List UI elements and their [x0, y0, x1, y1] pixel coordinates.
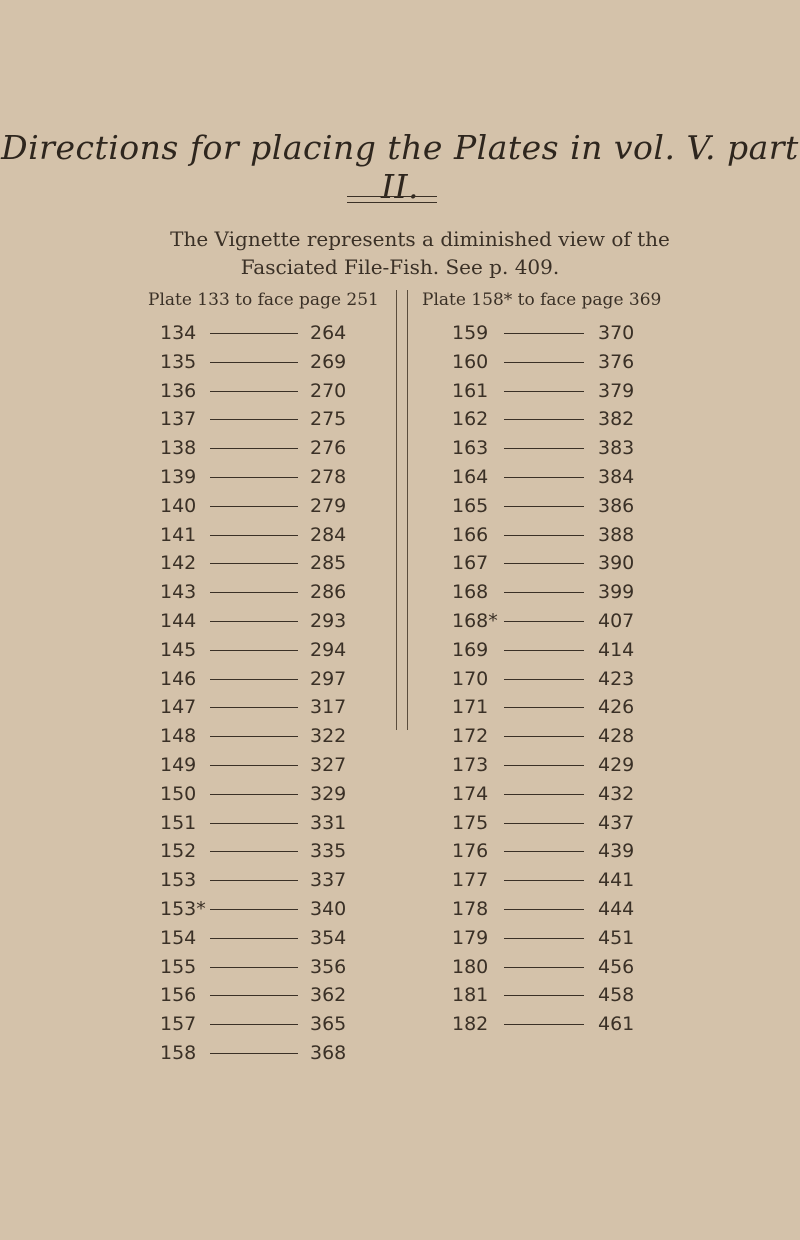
page-number: 275: [310, 408, 347, 431]
plate-row: [452, 923, 692, 952]
plate-row: [160, 923, 400, 952]
leader-dash: [504, 909, 584, 910]
page-number: 322: [310, 725, 347, 748]
plate-number: 162: [452, 408, 489, 431]
plate-number: 149: [160, 753, 197, 776]
page-number: 388: [598, 523, 635, 546]
plate-row: [452, 433, 692, 462]
plate-number: 146: [160, 667, 197, 690]
leader-dash: [210, 419, 298, 420]
leader-dash: [210, 851, 298, 852]
plate-row: [160, 721, 400, 750]
page-number: 399: [598, 581, 635, 604]
plate-row: [452, 520, 692, 549]
leader-dash: [504, 333, 584, 334]
plate-row: [160, 894, 400, 923]
plate-number: 137: [160, 408, 197, 431]
leader-dash: [210, 995, 298, 996]
plate-number: 153: [160, 869, 197, 892]
title-rule-divider: [347, 196, 437, 203]
leader-dash: [504, 506, 584, 507]
plate-row: [452, 462, 692, 491]
plate-row: [160, 462, 400, 491]
plate-row: [160, 347, 400, 376]
leader-dash: [210, 563, 298, 564]
page-number: 456: [598, 955, 635, 978]
leader-dash: [504, 995, 584, 996]
page-number: 386: [598, 494, 635, 517]
plate-row: [452, 865, 692, 894]
page-number: 376: [598, 350, 635, 373]
page-number: 390: [598, 552, 635, 575]
page-number: 429: [598, 753, 635, 776]
plate-number: 140: [160, 494, 197, 517]
leader-dash: [504, 650, 584, 651]
page-number: 382: [598, 408, 635, 431]
plate-number: 173: [452, 753, 489, 776]
plate-row: [160, 865, 400, 894]
page-number: 284: [310, 523, 347, 546]
leader-dash: [504, 535, 584, 536]
leader-dash: [504, 851, 584, 852]
page-number: 370: [598, 322, 635, 344]
plate-number: 135: [160, 350, 197, 373]
leader-dash: [210, 391, 298, 392]
leader-dash: [210, 765, 298, 766]
plate-row: [452, 721, 692, 750]
plate-number: 155: [160, 955, 197, 978]
leader-dash: [210, 679, 298, 680]
page-number: 317: [310, 696, 347, 719]
plate-row: [452, 664, 692, 693]
page-number: 423: [598, 667, 635, 690]
leader-dash: [210, 448, 298, 449]
plate-row: [452, 836, 692, 865]
leader-dash: [504, 679, 584, 680]
right-plate-list: [452, 318, 692, 1038]
plate-row: [452, 404, 692, 433]
plate-number: 142: [160, 552, 197, 575]
plate-number: 182: [452, 1013, 489, 1036]
page-number: 356: [310, 955, 347, 978]
plate-number: 177: [452, 869, 489, 892]
leader-dash: [210, 880, 298, 881]
plate-number: 143: [160, 581, 197, 604]
leader-dash: [210, 535, 298, 536]
leader-dash: [210, 621, 298, 622]
plate-row: [160, 548, 400, 577]
plate-number: 145: [160, 638, 197, 661]
page-number: 270: [310, 379, 347, 402]
plate-number: 154: [160, 926, 197, 949]
leader-dash: [504, 765, 584, 766]
right-column-header: Plate 158* to face page 369: [422, 290, 662, 310]
page-number: 461: [598, 1013, 635, 1036]
page-title: Directions for placing the Plates in vol. V. part II.: [1, 128, 799, 206]
plate-number: 134: [160, 322, 197, 344]
plate-number: 169: [452, 638, 489, 661]
plate-row: [452, 894, 692, 923]
plate-number: 148: [160, 725, 197, 748]
leader-dash: [504, 621, 584, 622]
plate-number: 163: [452, 437, 489, 460]
plate-number: 160: [452, 350, 489, 373]
plate-number: 157: [160, 1013, 197, 1036]
plate-row: [452, 347, 692, 376]
vignette-line-1: The Vignette represents a diminished view of the: [170, 227, 670, 251]
leader-dash: [504, 938, 584, 939]
plate-row: [160, 433, 400, 462]
plate-number: 138: [160, 437, 197, 460]
page-number: 379: [598, 379, 635, 402]
page-number: 362: [310, 984, 347, 1007]
page-number: 432: [598, 782, 635, 805]
plate-row: [452, 980, 692, 1009]
plate-row: [452, 779, 692, 808]
plate-number: 153*: [160, 897, 206, 920]
leader-dash: [210, 823, 298, 824]
page-number: 286: [310, 581, 347, 604]
plate-number: 175: [452, 811, 489, 834]
plate-row: [160, 750, 400, 779]
page-number: 368: [310, 1041, 347, 1064]
plate-number: 156: [160, 984, 197, 1007]
leader-dash: [210, 650, 298, 651]
plate-row: [160, 491, 400, 520]
plate-number: 179: [452, 926, 489, 949]
plate-number: 180: [452, 955, 489, 978]
leader-dash: [210, 333, 298, 334]
plate-number: 176: [452, 840, 489, 863]
plate-number: 139: [160, 465, 197, 488]
page-number: 451: [598, 926, 635, 949]
plate-number: 152: [160, 840, 197, 863]
leader-dash: [210, 1053, 298, 1054]
left-column-header: Plate 133 to face page 251: [148, 290, 379, 310]
page-number: 279: [310, 494, 347, 517]
plate-number: 159: [452, 322, 489, 344]
plate-row: [452, 635, 692, 664]
page-number: 383: [598, 437, 635, 460]
plate-row: [160, 952, 400, 981]
plate-number: 144: [160, 609, 197, 632]
plate-row: [160, 376, 400, 405]
leader-dash: [210, 967, 298, 968]
page-number: 335: [310, 840, 347, 863]
plate-row: [160, 1038, 400, 1067]
plate-number: 178: [452, 897, 489, 920]
plate-number: 168: [452, 581, 489, 604]
leader-dash: [210, 506, 298, 507]
plate-row: [160, 980, 400, 1009]
plate-number: 174: [452, 782, 489, 805]
plate-row: [160, 520, 400, 549]
leader-dash: [504, 1024, 584, 1025]
plate-row: [452, 548, 692, 577]
leader-dash: [210, 938, 298, 939]
page-number: 285: [310, 552, 347, 575]
leader-dash: [210, 362, 298, 363]
plate-row: [160, 318, 400, 347]
plate-number: 161: [452, 379, 489, 402]
plate-row: [452, 952, 692, 981]
plate-row: [452, 808, 692, 837]
plate-row: [160, 635, 400, 664]
leader-dash: [210, 1024, 298, 1025]
leader-dash: [504, 967, 584, 968]
vignette-note: [0, 225, 800, 281]
plate-row: [452, 606, 692, 635]
page-number: 458: [598, 984, 635, 1007]
plate-number: 166: [452, 523, 489, 546]
plate-row: [452, 692, 692, 721]
page-number: 276: [310, 437, 347, 460]
page-number: 327: [310, 753, 347, 776]
page-number: 384: [598, 465, 635, 488]
leader-dash: [504, 707, 584, 708]
plate-number: 147: [160, 696, 197, 719]
plate-number: 170: [452, 667, 489, 690]
page-number: 331: [310, 811, 347, 834]
plate-row: [452, 1009, 692, 1038]
plate-row: [160, 1009, 400, 1038]
plate-number: 172: [452, 725, 489, 748]
plate-number: 141: [160, 523, 197, 546]
leader-dash: [210, 707, 298, 708]
leader-dash: [504, 419, 584, 420]
page-number: 294: [310, 638, 347, 661]
page-number: 439: [598, 840, 635, 863]
leader-dash: [210, 592, 298, 593]
leader-dash: [504, 362, 584, 363]
leader-dash: [504, 823, 584, 824]
plate-row: [160, 577, 400, 606]
leader-dash: [504, 391, 584, 392]
plate-row: [452, 750, 692, 779]
leader-dash: [210, 909, 298, 910]
page-number: 293: [310, 609, 347, 632]
leader-dash: [210, 794, 298, 795]
plate-row: [452, 318, 692, 347]
plate-row: [452, 491, 692, 520]
page-number: 414: [598, 638, 635, 661]
plate-number: 158: [160, 1041, 197, 1064]
page-number: 437: [598, 811, 635, 834]
plate-number: 181: [452, 984, 489, 1007]
plate-row: [160, 779, 400, 808]
leader-dash: [210, 477, 298, 478]
page-number: 337: [310, 869, 347, 892]
plate-row: [160, 606, 400, 635]
vignette-line-2: Fasciated File-Fish. See p. 409.: [240, 255, 560, 279]
plate-row: [452, 376, 692, 405]
plate-number: 167: [452, 552, 489, 575]
page-number: 428: [598, 725, 635, 748]
page-number: 264: [310, 322, 347, 344]
page-number: 354: [310, 926, 347, 949]
leader-dash: [504, 736, 584, 737]
leader-dash: [504, 880, 584, 881]
plate-number: 151: [160, 811, 197, 834]
plate-number: 168*: [452, 609, 498, 632]
plate-number: 136: [160, 379, 197, 402]
page-number: 297: [310, 667, 347, 690]
leader-dash: [504, 592, 584, 593]
plate-row: [452, 577, 692, 606]
page-number: 278: [310, 465, 347, 488]
page-number: 426: [598, 696, 635, 719]
plate-number: 171: [452, 696, 489, 719]
plate-number: 150: [160, 782, 197, 805]
page-number: 407: [598, 609, 635, 632]
page-number: 441: [598, 869, 635, 892]
plate-row: [160, 808, 400, 837]
leader-dash: [504, 448, 584, 449]
page-number: 340: [310, 897, 347, 920]
plate-row: [160, 404, 400, 433]
page-number: 444: [598, 897, 635, 920]
plate-row: [160, 836, 400, 865]
left-plate-list: [160, 318, 400, 1067]
leader-dash: [504, 563, 584, 564]
plate-number: 164: [452, 465, 489, 488]
leader-dash: [210, 736, 298, 737]
plate-row: [160, 664, 400, 693]
leader-dash: [504, 794, 584, 795]
page-number: 269: [310, 350, 347, 373]
plate-number: 165: [452, 494, 489, 517]
leader-dash: [504, 477, 584, 478]
plate-row: [160, 692, 400, 721]
page-number: 365: [310, 1013, 347, 1036]
page-number: 329: [310, 782, 347, 805]
